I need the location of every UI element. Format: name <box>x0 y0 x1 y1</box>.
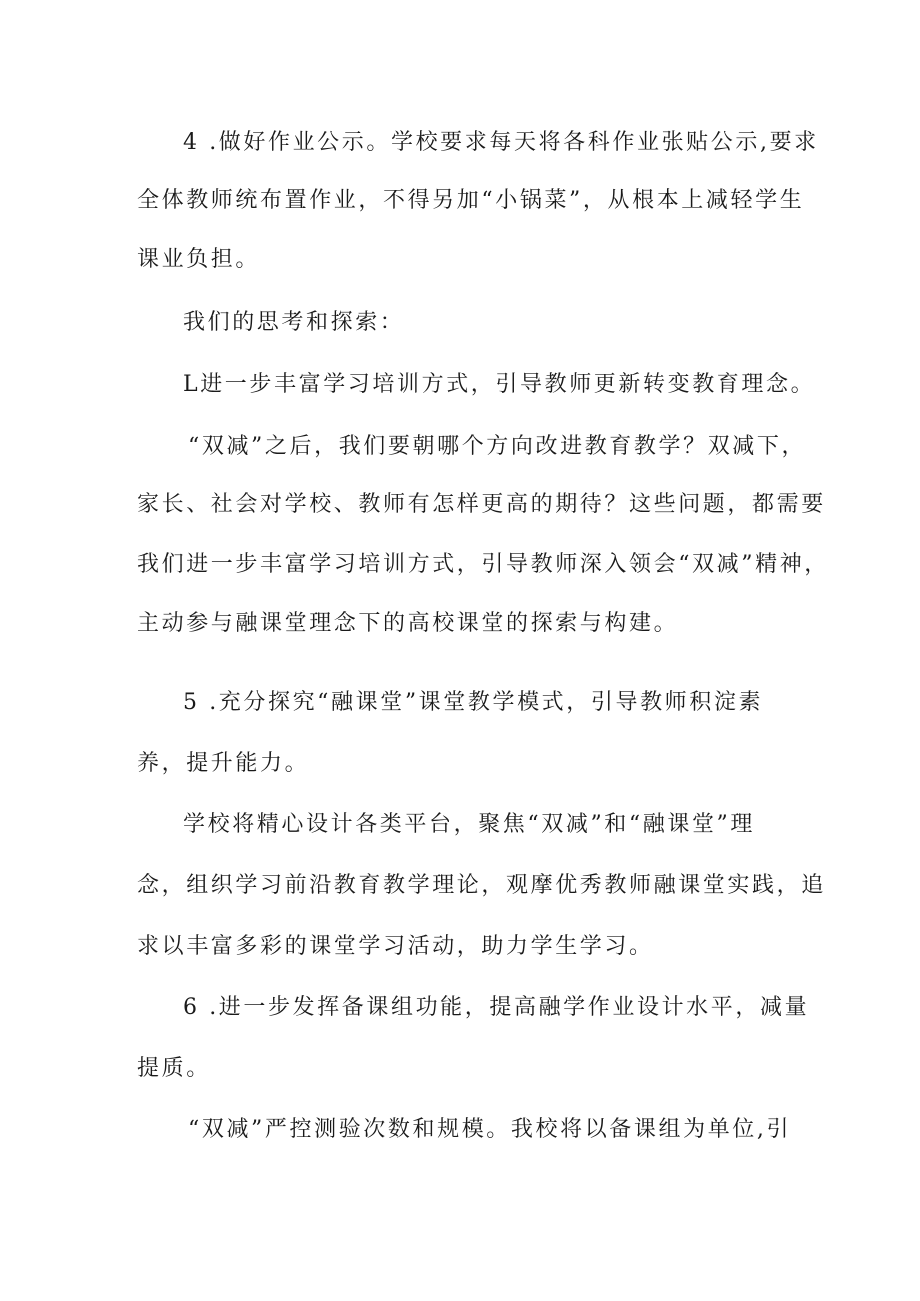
item-6-body-line-1: “双减”严控测验次数和规模。我校将以备课组为单位,引 <box>188 1117 792 1142</box>
item-1-body-line-2: 家长、社会对学校、教师有怎样更高的期待？这些问题，都需要 <box>137 492 826 517</box>
item-5-body-line-3: 求以丰富多彩的课堂学习活动，助力学生学习。 <box>137 934 654 959</box>
item-5-body-line-2: 念，组织学习前沿教育教学理论，观摩优秀教师融课堂实践，追 <box>137 873 826 898</box>
section-heading-thinking: 我们的思考和探索： <box>183 310 405 335</box>
paragraph-4-line-2: 全体教师统布置作业，不得另加“小锅菜”，从根本上减轻学生 <box>137 188 805 213</box>
item-1-body-line-3: 我们进一步丰富学习培训方式，引导教师深入领会“双减”精神， <box>137 552 829 577</box>
item-6-heading-line-2: 提质。 <box>137 1056 211 1081</box>
paragraph-4-line-1: 4 .做好作业公示。学校要求每天将各科作业张贴公示,要求 <box>183 130 819 155</box>
item-5-body-line-1: 学校将精心设计各类平台，聚焦“双减”和“融课堂”理 <box>183 812 755 837</box>
item-5-heading-line-1: 5 .充分探究“融课堂”课堂教学模式，引导教师积淀素 <box>183 690 764 715</box>
paragraph-4-line-3: 课业负担。 <box>137 247 261 272</box>
item-1-body-line-4: 主动参与融课堂理念下的高校课堂的探索与构建。 <box>137 611 679 636</box>
item-1-body-line-1: “双减”之后，我们要朝哪个方向改进教育教学？双减下， <box>188 434 807 459</box>
item-6-heading-line-1: 6 .进一步发挥备课组功能，提高融学作业设计水平，减量 <box>183 995 810 1020</box>
item-1-heading: L进一步丰富学习培训方式，引导教师更新转变教育理念。 <box>183 372 816 397</box>
item-5-heading-line-2: 养，提升能力。 <box>137 751 310 776</box>
